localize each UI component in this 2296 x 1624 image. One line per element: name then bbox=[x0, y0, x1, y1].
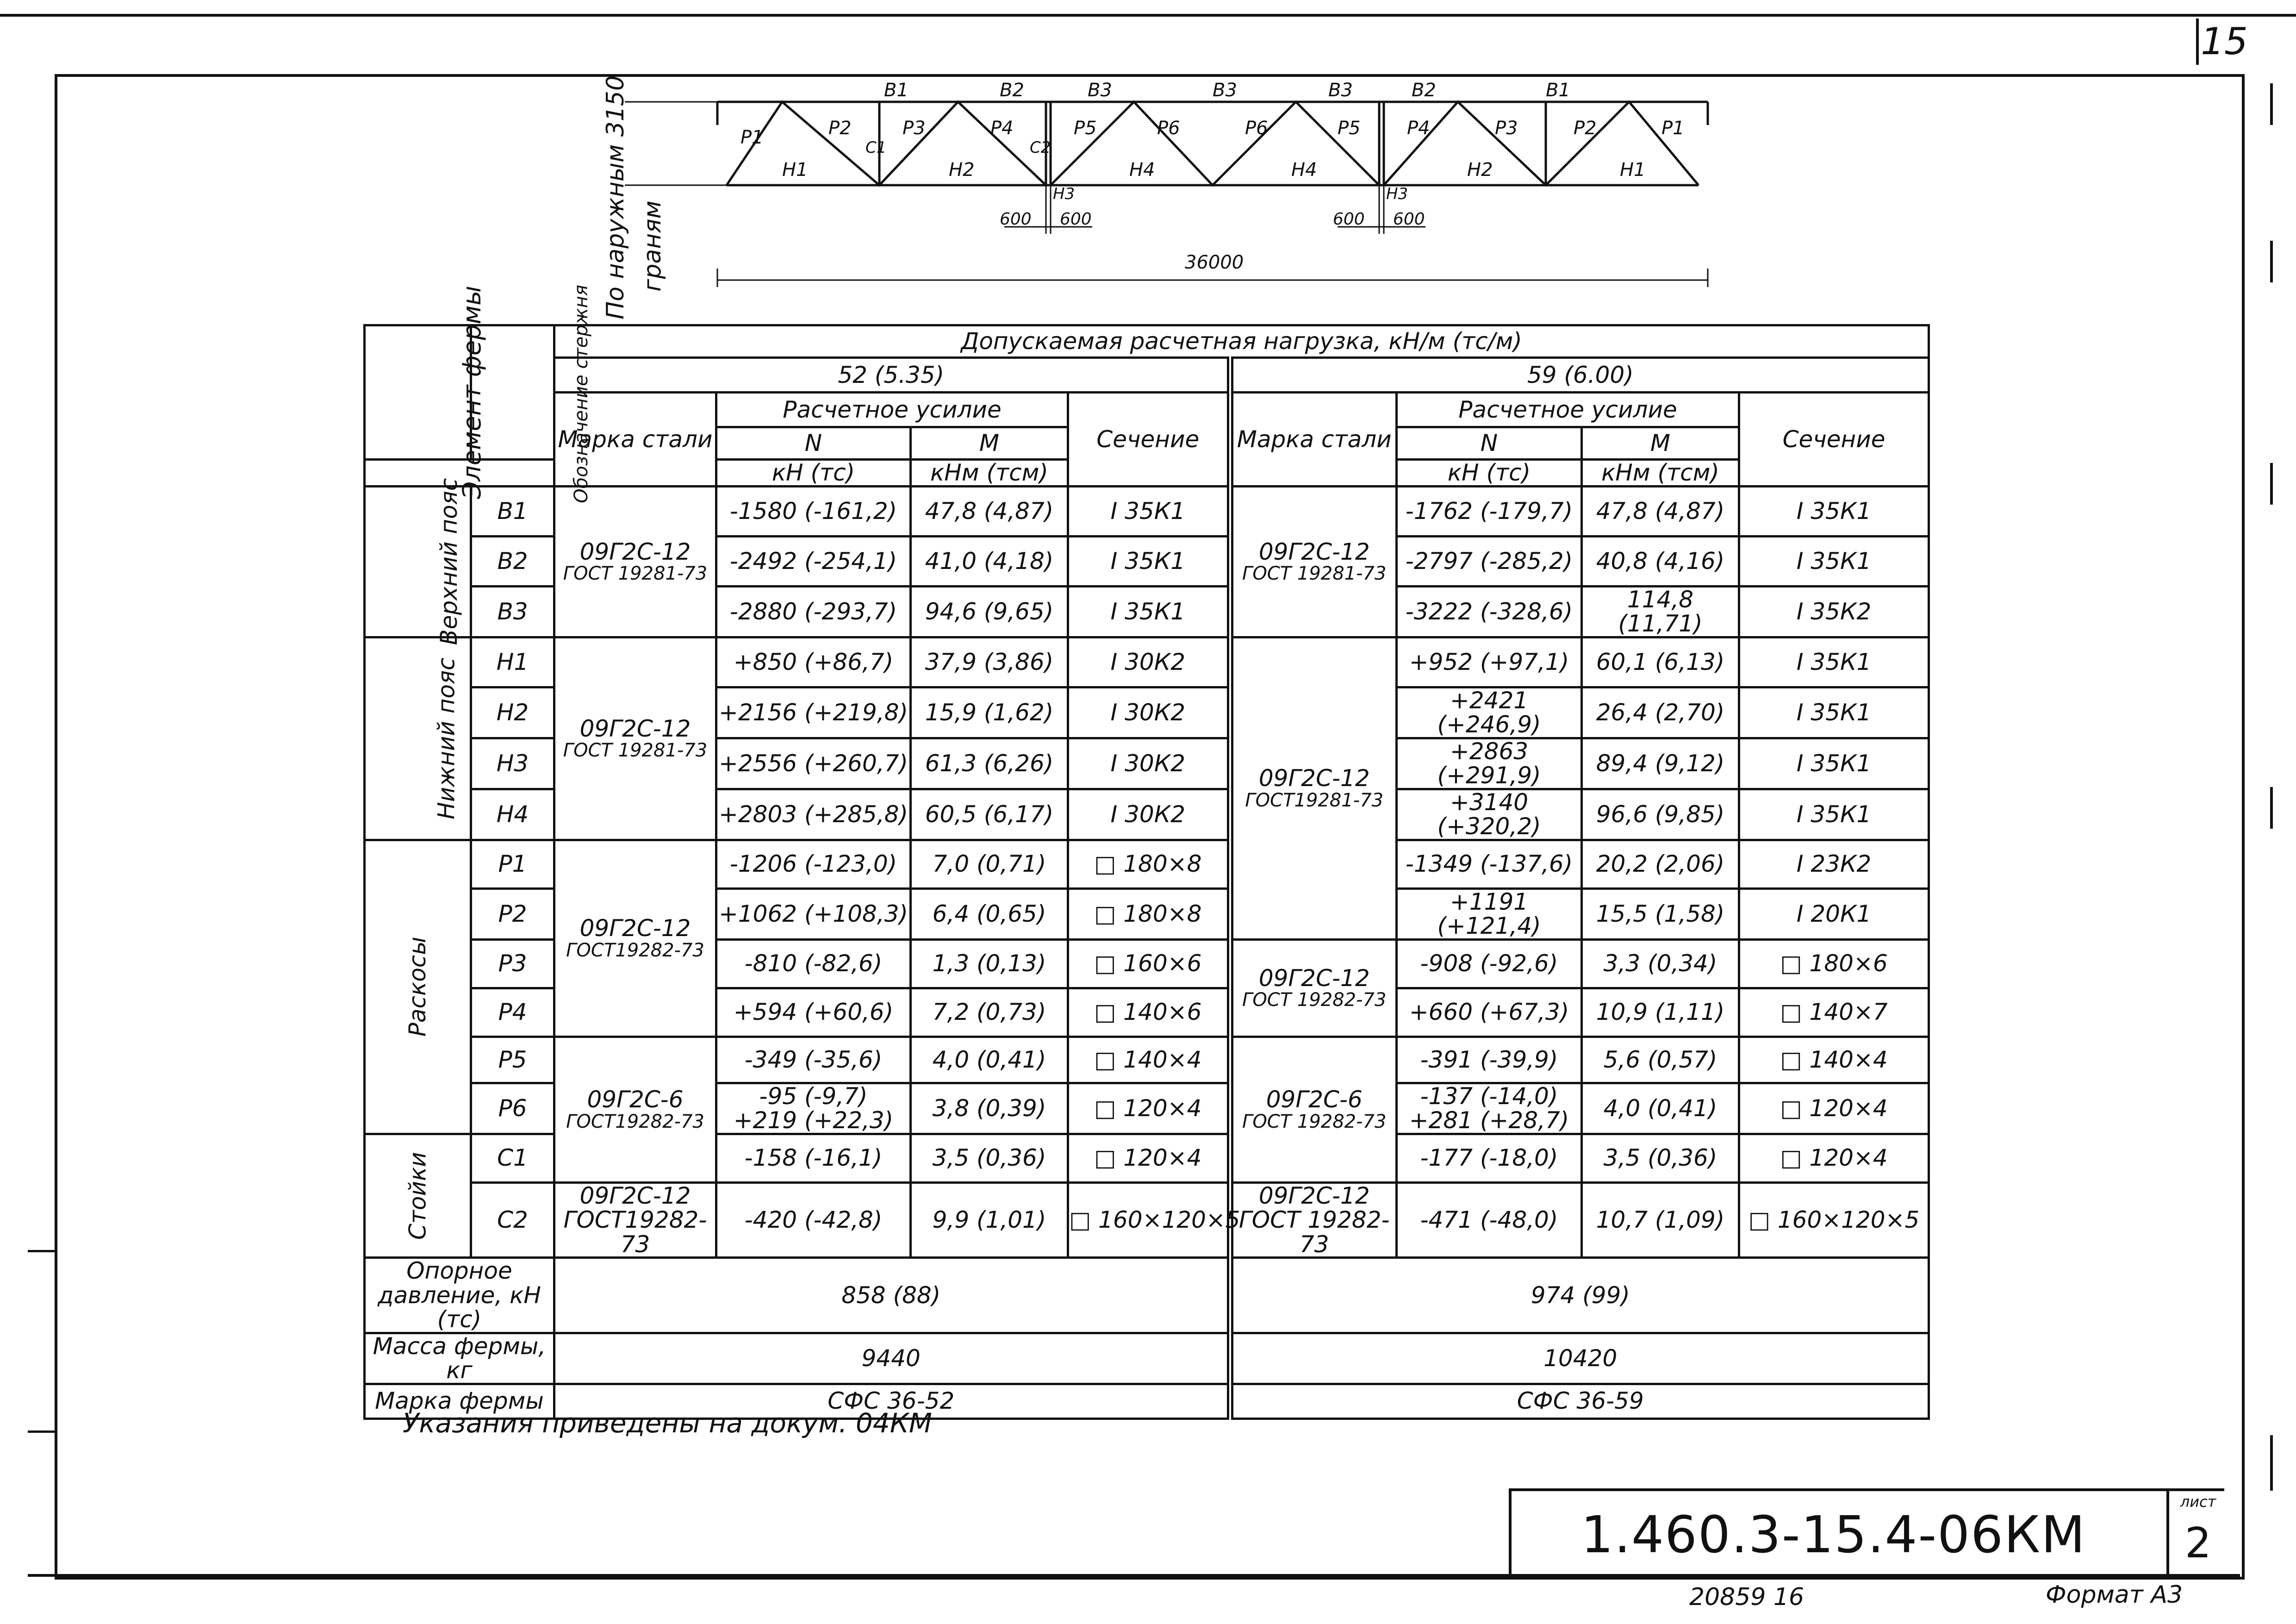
truss-label-top: В1 bbox=[884, 80, 908, 101]
mark-b: СФС 36-59 bbox=[1230, 1384, 1929, 1418]
header-rod: Обозначение стержня bbox=[471, 325, 554, 460]
group-top: Верхний пояс bbox=[365, 486, 471, 637]
dim-600: 600 bbox=[1393, 210, 1425, 229]
section-b: I 23К2 bbox=[1739, 840, 1929, 888]
truss-label-bottom: Н1 bbox=[1620, 159, 1646, 181]
format-label: Формат А3 bbox=[2046, 1581, 2183, 1609]
m-b: 40,8 (4,16) bbox=[1582, 536, 1739, 586]
header-m-a: M bbox=[911, 427, 1068, 460]
header-m-unit-b: кНм (тсм) bbox=[1582, 460, 1739, 487]
section-a: □ 160×6 bbox=[1068, 939, 1230, 988]
truss-label-top: В3 bbox=[1213, 80, 1237, 101]
n-b: +660 (+67,3) bbox=[1397, 988, 1582, 1037]
steel-a-c2: 09Г2С-12 ГОСТ19282-73 bbox=[554, 1182, 716, 1258]
steel-b-mid: 09Г2С-12 ГОСТ19281-73 bbox=[1230, 637, 1397, 939]
truss-label-top: В1 bbox=[1546, 80, 1570, 101]
m-a: 60,5 (6,17) bbox=[911, 789, 1068, 840]
m-a: 6,4 (0,65) bbox=[911, 888, 1068, 939]
dim-total: 36000 bbox=[1185, 252, 1244, 273]
truss-label-bottom: Н1 bbox=[782, 159, 808, 181]
n-a: +850 (+86,7) bbox=[716, 637, 911, 687]
header-m-b: M bbox=[1582, 427, 1739, 460]
section-b: □ 120×4 bbox=[1739, 1083, 1929, 1134]
m-a: 94,6 (9,65) bbox=[911, 586, 1068, 637]
sheet-number: 2 bbox=[2184, 1519, 2212, 1568]
truss-label-diag: Р3 bbox=[902, 118, 926, 139]
truss-label-top: В2 bbox=[1000, 80, 1024, 101]
n-b-double: -137 (-14,0) +281 (+28,7) bbox=[1397, 1083, 1582, 1134]
rod-label: С2 bbox=[471, 1182, 554, 1258]
m-a: 3,5 (0,36) bbox=[911, 1134, 1068, 1182]
dim-600: 600 bbox=[1000, 210, 1032, 229]
m-a: 41,0 (4,18) bbox=[911, 536, 1068, 586]
truss-label-h3: Н3 bbox=[1386, 185, 1408, 203]
m-b: 10,7 (1,09) bbox=[1582, 1182, 1739, 1258]
n-b: +2421 (+246,9) bbox=[1397, 687, 1582, 738]
n-b: -1762 (-179,7) bbox=[1397, 486, 1582, 536]
section-b: I 35К1 bbox=[1739, 687, 1929, 738]
n-b: -177 (-18,0) bbox=[1397, 1134, 1582, 1182]
m-a: 15,9 (1,62) bbox=[911, 687, 1068, 738]
m-b: 4,0 (0,41) bbox=[1582, 1083, 1739, 1134]
m-b: 20,2 (2,06) bbox=[1582, 840, 1739, 888]
top-border-line bbox=[0, 14, 2296, 17]
m-b: 10,9 (1,11) bbox=[1582, 988, 1739, 1037]
m-b: 96,6 (9,85) bbox=[1582, 789, 1739, 840]
n-b: +1191 (+121,4) bbox=[1397, 888, 1582, 939]
n-a: -420 (-42,8) bbox=[716, 1182, 911, 1258]
inventory-number: 20859 16 bbox=[1689, 1583, 1804, 1611]
n-a: -158 (-16,1) bbox=[716, 1134, 911, 1182]
truss-height-label: По наружным 3150 bbox=[602, 75, 629, 319]
m-a: 1,3 (0,13) bbox=[911, 939, 1068, 988]
rod-label: В1 bbox=[471, 486, 554, 536]
steel-a-p56: 09Г2С-6 ГОСТ19282-73 bbox=[554, 1037, 716, 1182]
section-a: □ 140×6 bbox=[1068, 988, 1230, 1037]
m-a: 37,9 (3,86) bbox=[911, 637, 1068, 687]
truss-label-bottom: Н4 bbox=[1291, 159, 1317, 181]
section-b: I 35К2 bbox=[1739, 586, 1929, 637]
section-a: □ 120×4 bbox=[1068, 1083, 1230, 1134]
truss-label-strut: С1 bbox=[865, 138, 887, 157]
header-n-unit-a: кН (тс) bbox=[716, 460, 911, 487]
steel-b-top: 09Г2С-12 ГОСТ 19281-73 bbox=[1230, 486, 1397, 637]
header-section-a: Сечение bbox=[1068, 393, 1230, 487]
header-load-a: 52 (5.35) bbox=[554, 358, 1230, 393]
corner-sheet-number: 15 bbox=[2196, 19, 2250, 65]
n-b: -391 (-39,9) bbox=[1397, 1037, 1582, 1083]
n-a: +2156 (+219,8) bbox=[716, 687, 911, 738]
mark-label: Марка фермы bbox=[365, 1384, 554, 1418]
mass-a: 9440 bbox=[554, 1333, 1230, 1384]
support-label: Опорное давление, кН (тс) bbox=[365, 1258, 554, 1333]
header-steel-b: Марка стали bbox=[1230, 393, 1397, 487]
note-text: Указания приведены на докум. 04КМ bbox=[403, 1407, 932, 1439]
n-a: -1206 (-123,0) bbox=[716, 840, 911, 888]
section-b: I 35К1 bbox=[1739, 637, 1929, 687]
n-b: -908 (-92,6) bbox=[1397, 939, 1582, 988]
truss-label-top: В3 bbox=[1088, 80, 1112, 101]
header-force-a: Расчетное усилие bbox=[716, 393, 1068, 427]
section-a: I 30К2 bbox=[1068, 637, 1230, 687]
header-section-b: Сечение bbox=[1739, 393, 1929, 487]
truss-label-diag: Р4 bbox=[1407, 118, 1430, 139]
header-n-unit-b: кН (тс) bbox=[1397, 460, 1582, 487]
n-b: -1349 (-137,6) bbox=[1397, 840, 1582, 888]
m-b: 3,3 (0,34) bbox=[1582, 939, 1739, 988]
support-b: 974 (99) bbox=[1230, 1258, 1929, 1333]
section-a: I 35К1 bbox=[1068, 536, 1230, 586]
m-b: 3,5 (0,36) bbox=[1582, 1134, 1739, 1182]
rod-label: Р3 bbox=[471, 939, 554, 988]
rod-label: В3 bbox=[471, 586, 554, 637]
m-a: 7,2 (0,73) bbox=[911, 988, 1068, 1037]
truss-label-h3: Н3 bbox=[1053, 185, 1075, 203]
edge-mark bbox=[2270, 241, 2273, 282]
section-b: □ 180×6 bbox=[1739, 939, 1929, 988]
sheet-label: лист bbox=[2180, 1493, 2216, 1511]
section-a: □ 160×120×5 bbox=[1068, 1182, 1230, 1258]
edge-mark bbox=[2270, 463, 2273, 505]
section-b: □ 160×120×5 bbox=[1739, 1182, 1929, 1258]
n-a: +2556 (+260,7) bbox=[716, 738, 911, 789]
edge-mark bbox=[28, 1430, 56, 1433]
steel-a-diag: 09Г2С-12 ГОСТ19282-73 bbox=[554, 840, 716, 1037]
steel-b-c2: 09Г2С-12 ГОСТ 19282-73 bbox=[1230, 1182, 1397, 1258]
header-steel-a: Марка стали bbox=[554, 393, 716, 487]
m-b: 5,6 (0,57) bbox=[1582, 1037, 1739, 1083]
m-a: 47,8 (4,87) bbox=[911, 486, 1068, 536]
header-m-unit-a: кНм (тсм) bbox=[911, 460, 1068, 487]
n-b: -2797 (-285,2) bbox=[1397, 536, 1582, 586]
truss-label-diag: Р2 bbox=[828, 118, 852, 139]
n-a: -1580 (-161,2) bbox=[716, 486, 911, 536]
header-load-b: 59 (6.00) bbox=[1230, 358, 1929, 393]
header-force-b: Расчетное усилие bbox=[1397, 393, 1739, 427]
edge-mark bbox=[2270, 787, 2273, 829]
section-a: I 35К1 bbox=[1068, 586, 1230, 637]
truss-label-top: В2 bbox=[1412, 80, 1436, 101]
rod-label: Р4 bbox=[471, 988, 554, 1037]
section-b: I 35К1 bbox=[1739, 789, 1929, 840]
truss-label-bottom: Н2 bbox=[1467, 159, 1493, 181]
n-b: +2863 (+291,9) bbox=[1397, 738, 1582, 789]
n-a-double: -95 (-9,7) +219 (+22,3) bbox=[716, 1083, 911, 1134]
header-n-b: N bbox=[1397, 427, 1582, 460]
section-a: I 30К2 bbox=[1068, 789, 1230, 840]
steel-a-top: 09Г2С-12 ГОСТ 19281-73 bbox=[554, 486, 716, 637]
steel-a-bottom: 09Г2С-12 ГОСТ 19281-73 bbox=[554, 637, 716, 840]
m-b: 60,1 (6,13) bbox=[1582, 637, 1739, 687]
section-b: I 35К1 bbox=[1739, 738, 1929, 789]
rod-label: Р2 bbox=[471, 888, 554, 939]
group-bottom: Нижний пояс bbox=[365, 637, 471, 840]
truss-label-diag: Р2 bbox=[1574, 118, 1597, 139]
rod-label: Р6 bbox=[471, 1083, 554, 1134]
truss-label-diag: Р4 bbox=[990, 118, 1014, 139]
rod-label: В2 bbox=[471, 536, 554, 586]
truss-label-diag: Р6 bbox=[1157, 118, 1180, 139]
m-b: 47,8 (4,87) bbox=[1582, 486, 1739, 536]
header-n-a: N bbox=[716, 427, 911, 460]
n-a: +1062 (+108,3) bbox=[716, 888, 911, 939]
header-element: Элемент фермы bbox=[365, 325, 471, 460]
group-struts: Стойки bbox=[365, 1134, 471, 1258]
section-a: □ 180×8 bbox=[1068, 840, 1230, 888]
m-a: 7,0 (0,71) bbox=[911, 840, 1068, 888]
n-a: -349 (-35,6) bbox=[716, 1037, 911, 1083]
section-b: □ 120×4 bbox=[1739, 1134, 1929, 1182]
dim-600: 600 bbox=[1333, 210, 1365, 229]
mass-b: 10420 bbox=[1230, 1333, 1929, 1384]
n-a: -810 (-82,6) bbox=[716, 939, 911, 988]
edge-mark bbox=[2270, 1435, 2273, 1491]
truss-label-strut: С2 bbox=[1030, 138, 1051, 157]
section-b: □ 140×4 bbox=[1739, 1037, 1929, 1083]
document-code: 1.460.3-15.4-06КМ bbox=[1581, 1505, 2086, 1564]
rod-label: Р5 bbox=[471, 1037, 554, 1083]
truss-label-diag: Р5 bbox=[1074, 118, 1097, 139]
section-b: I 35К1 bbox=[1739, 486, 1929, 536]
steel-b-p34: 09Г2С-12 ГОСТ 19282-73 bbox=[1230, 939, 1397, 1037]
rod-label: Н3 bbox=[471, 738, 554, 789]
section-a: □ 180×8 bbox=[1068, 888, 1230, 939]
truss-label-diag: Р6 bbox=[1245, 118, 1268, 139]
m-a: 9,9 (1,01) bbox=[911, 1182, 1068, 1258]
m-b: 15,5 (1,58) bbox=[1582, 888, 1739, 939]
section-b: □ 140×7 bbox=[1739, 988, 1929, 1037]
m-a: 4,0 (0,41) bbox=[911, 1037, 1068, 1083]
truss-diagram bbox=[588, 74, 1745, 292]
mass-label: Масса фермы, кг bbox=[365, 1333, 554, 1384]
m-b: 89,4 (9,12) bbox=[1582, 738, 1739, 789]
n-a: +2803 (+285,8) bbox=[716, 789, 911, 840]
n-a: +594 (+60,6) bbox=[716, 988, 911, 1037]
rod-label: Н1 bbox=[471, 637, 554, 687]
section-a: I 30К2 bbox=[1068, 738, 1230, 789]
n-a: -2492 (-254,1) bbox=[716, 536, 911, 586]
dim-600: 600 bbox=[1060, 210, 1092, 229]
section-a: □ 140×4 bbox=[1068, 1037, 1230, 1083]
support-a: 858 (88) bbox=[554, 1258, 1230, 1333]
edge-mark bbox=[2270, 83, 2273, 125]
mark-a: СФС 36-52 bbox=[554, 1384, 1230, 1418]
truss-label-bottom: Н4 bbox=[1129, 159, 1155, 181]
truss-height-label-2: граням bbox=[639, 200, 666, 292]
n-b: -471 (-48,0) bbox=[1397, 1182, 1582, 1258]
m-a: 61,3 (6,26) bbox=[911, 738, 1068, 789]
section-a: I 30К2 bbox=[1068, 687, 1230, 738]
sheet-box bbox=[2166, 1491, 2227, 1577]
truss-force-table bbox=[363, 285, 1930, 1420]
header-load: Допускаемая расчетная нагрузка, кН/м (тс/м) bbox=[554, 325, 1929, 358]
truss-label-diag: Р1 bbox=[740, 127, 764, 148]
truss-label-bottom: Н2 bbox=[949, 159, 975, 181]
rod-label: Н4 bbox=[471, 789, 554, 840]
m-a: 3,8 (0,39) bbox=[911, 1083, 1068, 1134]
section-b: I 20К1 bbox=[1739, 888, 1929, 939]
rod-label: Н2 bbox=[471, 687, 554, 738]
n-b: +952 (+97,1) bbox=[1397, 637, 1582, 687]
m-b: 26,4 (2,70) bbox=[1582, 687, 1739, 738]
truss-label-top: В3 bbox=[1328, 80, 1353, 101]
truss-label-diag: Р3 bbox=[1495, 118, 1518, 139]
rod-label: Р1 bbox=[471, 840, 554, 888]
n-a: -2880 (-293,7) bbox=[716, 586, 911, 637]
title-stamp bbox=[1509, 1488, 2224, 1577]
section-a: □ 120×4 bbox=[1068, 1134, 1230, 1182]
edge-mark bbox=[28, 1250, 56, 1252]
section-b: I 35К1 bbox=[1739, 536, 1929, 586]
n-b: +3140 (+320,2) bbox=[1397, 789, 1582, 840]
rod-label: С1 bbox=[471, 1134, 554, 1182]
steel-b-p56: 09Г2С-6 ГОСТ 19282-73 bbox=[1230, 1037, 1397, 1182]
m-b: 114,8 (11,71) bbox=[1582, 586, 1739, 637]
truss-label-diag: Р5 bbox=[1338, 118, 1361, 139]
section-a: I 35К1 bbox=[1068, 486, 1230, 536]
group-diag: Раскосы bbox=[365, 840, 471, 1134]
truss-label-diag: Р1 bbox=[1661, 118, 1685, 139]
bottom-border-line bbox=[28, 1574, 2240, 1577]
n-b: -3222 (-328,6) bbox=[1397, 586, 1582, 637]
